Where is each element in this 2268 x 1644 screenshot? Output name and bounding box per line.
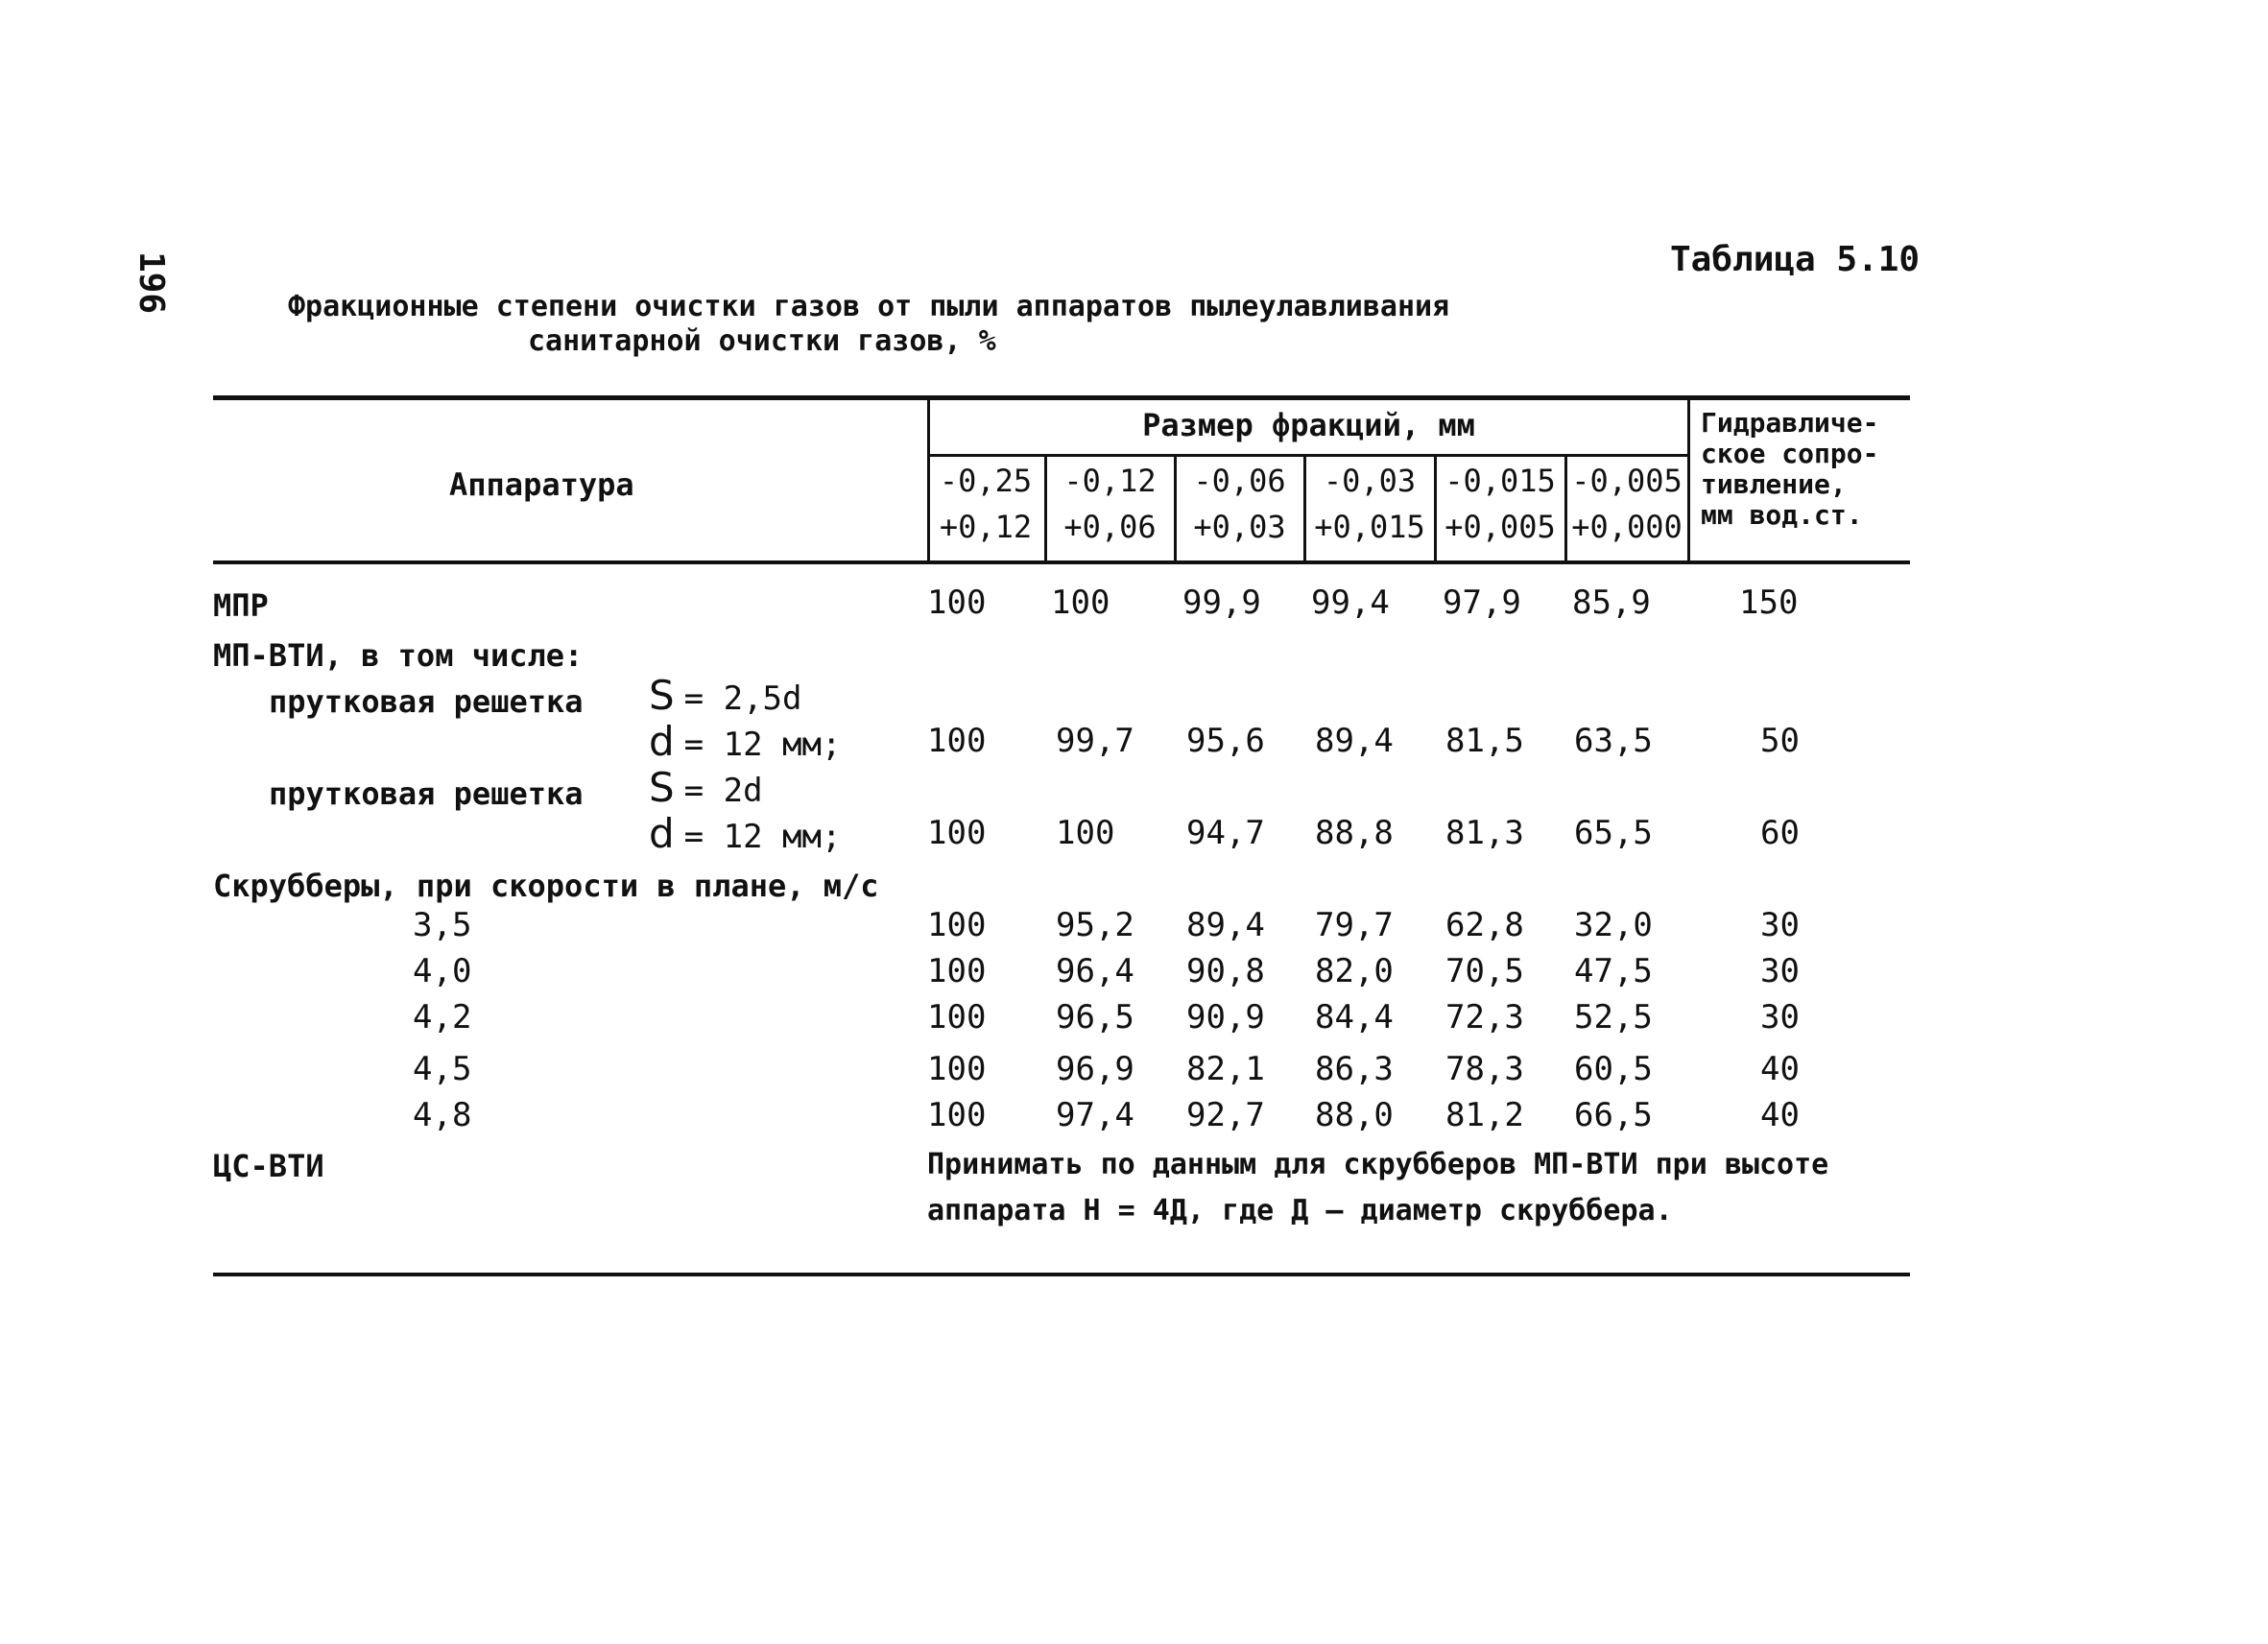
table-cell: 97,4 (1056, 1096, 1134, 1134)
formula-spacing: S = 2d (649, 764, 763, 811)
table-cell: 60,5 (1574, 1050, 1653, 1088)
header-apparatus: Аппаратура (449, 466, 634, 503)
fraction-upper: -0,12 (1063, 463, 1157, 499)
table-cell-resistance: 50 (1760, 722, 1800, 760)
table-cell: 32,0 (1574, 906, 1653, 944)
table-cell-resistance: 60 (1760, 814, 1800, 852)
table-cell: 96,5 (1056, 998, 1134, 1036)
table-cell: 99,7 (1056, 722, 1134, 760)
fraction-lower: +0,03 (1193, 509, 1286, 545)
table-cell: 96,9 (1056, 1050, 1134, 1088)
fraction-upper: -0,015 (1444, 463, 1556, 499)
row-group-heading: Скрубберы, при скорости в плане, м/с (213, 868, 879, 904)
fraction-lower: +0,000 (1571, 509, 1683, 545)
table-cell: 100 (927, 1096, 987, 1134)
formula-diameter: d = 12 мм; (649, 718, 842, 765)
table-cell: 84,4 (1315, 998, 1394, 1036)
table-cell: 100 (927, 1050, 987, 1088)
row-label-speed: 4,8 (413, 1096, 472, 1134)
table-cell: 90,8 (1186, 952, 1265, 990)
table-cell-resistance: 150 (1739, 584, 1799, 622)
table-cell: 79,7 (1315, 906, 1394, 944)
fraction-upper: -0,25 (939, 463, 1033, 499)
table-cell-resistance: 40 (1760, 1096, 1800, 1134)
table-cell: 89,4 (1315, 722, 1394, 760)
header-divider (927, 454, 1690, 457)
table-title-line-1: Фракционные степени очистки газов от пыли аппаратов пылеулавливания (288, 290, 1450, 323)
row-label-speed: 4,5 (413, 1050, 472, 1088)
row-group-heading: МП-ВТИ, в том числе: (213, 637, 584, 674)
table-cell-resistance: 30 (1760, 906, 1800, 944)
table-title-line-2: санитарной очистки газов, % (528, 324, 996, 358)
table-cell: 100 (927, 952, 987, 990)
row-note-line-1: Принимать по данным для скрубберов МП-ВТИ при высоте (927, 1148, 1829, 1181)
fraction-lower: +0,015 (1314, 509, 1425, 545)
table-cell-resistance: 40 (1760, 1050, 1800, 1088)
table-cell: 81,2 (1445, 1096, 1524, 1134)
table-cell: 97,9 (1443, 584, 1521, 622)
fraction-upper: -0,06 (1193, 463, 1286, 499)
table-cell: 85,9 (1572, 584, 1651, 622)
table-cell: 82,1 (1186, 1050, 1265, 1088)
table-cell: 86,3 (1315, 1050, 1394, 1088)
row-label: МПР (213, 587, 269, 624)
table-cell: 89,4 (1186, 906, 1265, 944)
formula-spacing: S = 2,5d (649, 672, 802, 719)
table-cell: 78,3 (1445, 1050, 1524, 1088)
header-fraction-size: Размер фракций, мм (1142, 407, 1475, 443)
table-cell: 94,7 (1186, 814, 1265, 852)
table-cell: 92,7 (1186, 1096, 1265, 1134)
row-label-speed: 4,0 (413, 952, 472, 990)
table-cell-resistance: 30 (1760, 998, 1800, 1036)
row-label-speed: 3,5 (413, 906, 472, 944)
table-cell: 66,5 (1574, 1096, 1653, 1134)
table-cell: 99,4 (1311, 584, 1390, 622)
table-bottom-rule (213, 1273, 1910, 1276)
table-cell: 95,6 (1186, 722, 1265, 760)
table-cell: 100 (927, 814, 987, 852)
table-cell: 52,5 (1574, 998, 1653, 1036)
table-cell: 81,5 (1445, 722, 1524, 760)
fraction-lower: +0,12 (939, 509, 1033, 545)
table-label: Таблица 5.10 (1670, 240, 1921, 279)
table-header-rule (213, 560, 1910, 564)
header-resistance-line: ское сопро- (1701, 438, 1879, 469)
table-cell: 95,2 (1056, 906, 1134, 944)
row-label: ЦС-ВТИ (213, 1148, 324, 1184)
fraction-upper: -0,005 (1571, 463, 1683, 499)
table-cell: 63,5 (1574, 722, 1653, 760)
table-cell: 90,9 (1186, 998, 1265, 1036)
table-cell: 81,3 (1445, 814, 1524, 852)
fraction-lower: +0,005 (1444, 509, 1556, 545)
row-label: прутковая решетка (269, 683, 584, 720)
header-resistance-line: Гидравличе- (1701, 407, 1879, 439)
page-number: 196 (131, 251, 171, 315)
table-cell: 100 (927, 722, 987, 760)
table-cell: 65,5 (1574, 814, 1653, 852)
table-cell: 72,3 (1445, 998, 1524, 1036)
header-resistance-line: тивление, (1701, 468, 1847, 500)
formula-diameter: d = 12 мм; (649, 810, 842, 857)
row-label: прутковая решетка (269, 775, 584, 812)
table-cell: 100 (927, 584, 987, 622)
table-cell: 100 (927, 906, 987, 944)
fraction-upper: -0,03 (1323, 463, 1417, 499)
table-cell: 96,4 (1056, 952, 1134, 990)
table-cell: 99,9 (1182, 584, 1261, 622)
table-cell-resistance: 30 (1760, 952, 1800, 990)
row-label-speed: 4,2 (413, 998, 472, 1036)
table-cell: 47,5 (1574, 952, 1653, 990)
table-cell: 100 (1051, 584, 1110, 622)
header-resistance-line: мм вод.ст. (1701, 499, 1863, 531)
row-note-line-2: аппарата Н = 4Д, где Д – диаметр скруббера. (927, 1194, 1673, 1227)
table-cell: 70,5 (1445, 952, 1524, 990)
table-cell: 100 (1056, 814, 1115, 852)
table-cell: 88,8 (1315, 814, 1394, 852)
fraction-lower: +0,06 (1063, 509, 1157, 545)
table-cell: 100 (927, 998, 987, 1036)
table-top-rule (213, 395, 1910, 400)
table-cell: 88,0 (1315, 1096, 1394, 1134)
table-cell: 82,0 (1315, 952, 1394, 990)
table-cell: 62,8 (1445, 906, 1524, 944)
